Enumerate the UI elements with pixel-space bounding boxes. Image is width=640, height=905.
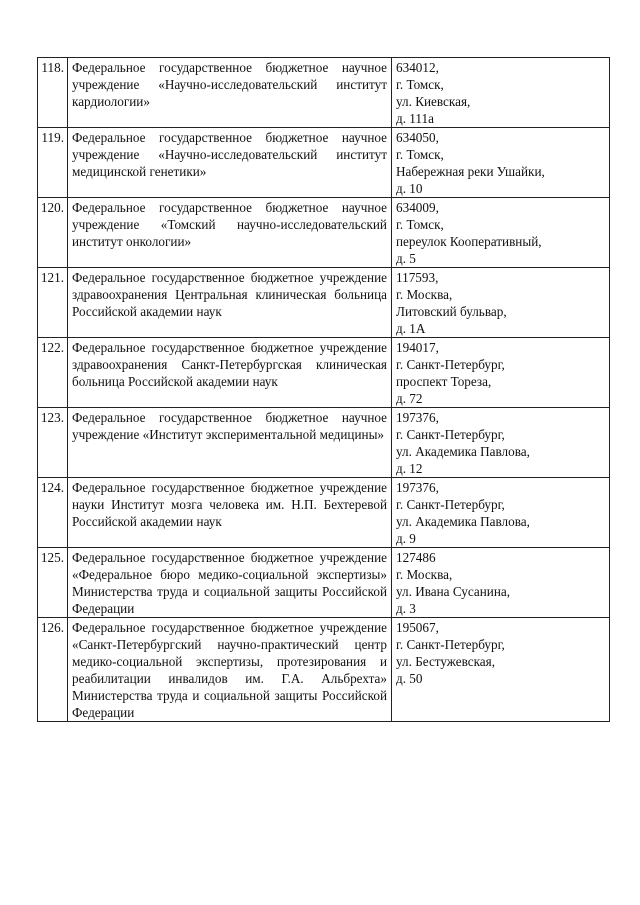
address-line: д. 50	[396, 671, 423, 686]
row-number: 122.	[38, 338, 68, 408]
address-line: г. Томск,	[396, 217, 444, 232]
table-row	[38, 478, 610, 548]
table-row	[38, 408, 610, 478]
address-line: переулок Кооперативный,	[396, 234, 542, 249]
address-line: г. Томск,	[396, 77, 444, 92]
institution-name: Федеральное государственное бюджетное учреждение здравоохранения Центральная клиническая больница Российской академии наук	[68, 268, 392, 338]
address-line: 634012,	[396, 60, 439, 75]
address-line: 634050,	[396, 130, 439, 145]
address-line: г. Санкт-Петербург,	[396, 637, 505, 652]
address-line: ул. Академика Павлова,	[396, 444, 530, 459]
address-line: проспект Тореза,	[396, 374, 492, 389]
address-line: д. 5	[396, 251, 416, 266]
address-line: г. Санкт-Петербург,	[396, 357, 505, 372]
table-row	[38, 198, 610, 268]
table-row	[38, 268, 610, 338]
row-number: 119.	[38, 128, 68, 198]
address-line: 194017,	[396, 340, 439, 355]
row-number: 126.	[38, 618, 68, 722]
institution-address	[392, 128, 610, 198]
institutions-table-body	[38, 58, 610, 722]
institution-address	[392, 618, 610, 722]
address-line: ул. Бестужевская,	[396, 654, 496, 669]
address-line: ул. Ивана Сусанина,	[396, 584, 511, 599]
institution-address	[392, 338, 610, 408]
address-line: д. 10	[396, 181, 423, 196]
table-row	[38, 128, 610, 198]
institution-address	[392, 548, 610, 618]
address-line: г. Томск,	[396, 147, 444, 162]
institutions-table	[37, 57, 610, 722]
address-line: г. Москва,	[396, 287, 453, 302]
institution-name: Федеральное государственное бюджетное научное учреждение «Научно-исследовательский институт кардиологии»	[68, 58, 392, 128]
institution-name: Федеральное государственное бюджетное учреждение науки Институт мозга человека им. Н.П. Бехтеревой Российской академии наук	[68, 478, 392, 548]
address-line: Набережная реки Ушайки,	[396, 164, 545, 179]
address-line: г. Москва,	[396, 567, 453, 582]
table-row	[38, 548, 610, 618]
table-row	[38, 618, 610, 722]
address-line: 197376,	[396, 480, 439, 495]
address-line: д. 1А	[396, 321, 426, 336]
address-line: г. Санкт-Петербург,	[396, 427, 505, 442]
row-number: 120.	[38, 198, 68, 268]
address-line: Литовский бульвар,	[396, 304, 507, 319]
address-line: д. 72	[396, 391, 423, 406]
row-number: 121.	[38, 268, 68, 338]
institution-name: Федеральное государственное бюджетное научное учреждение «Научно-исследовательский институт медицинской генетики»	[68, 128, 392, 198]
institution-address	[392, 58, 610, 128]
row-number: 118.	[38, 58, 68, 128]
address-line: д. 12	[396, 461, 423, 476]
row-number: 123.	[38, 408, 68, 478]
address-line: 117593,	[396, 270, 439, 285]
table-row	[38, 338, 610, 408]
institution-address	[392, 198, 610, 268]
address-line: д. 9	[396, 531, 416, 546]
address-line: д. 3	[396, 601, 416, 616]
address-line: ул. Киевская,	[396, 94, 471, 109]
institution-address	[392, 408, 610, 478]
institution-name: Федеральное государственное бюджетное учреждение «Федеральное бюро медико-социальной экспертизы» Министерства труда и социальной защиты Российской Федерации	[68, 548, 392, 618]
row-number: 125.	[38, 548, 68, 618]
row-number: 124.	[38, 478, 68, 548]
address-line: 634009,	[396, 200, 439, 215]
institution-address	[392, 268, 610, 338]
address-line: д. 111а	[396, 111, 434, 126]
address-line: 197376,	[396, 410, 439, 425]
address-line: ул. Академика Павлова,	[396, 514, 530, 529]
institution-name: Федеральное государственное бюджетное научное учреждение «Институт экспериментальной медицины»	[68, 408, 392, 478]
institution-name: Федеральное государственное бюджетное учреждение «Санкт-Петербургский научно-практический центр медико-социальной экспертизы, протезирования и реабилитации инвалидов им. Г.А. Альбрехта» Министерства труда и социальной защиты Российской Федерации	[68, 618, 392, 722]
table-row	[38, 58, 610, 128]
institution-name: Федеральное государственное бюджетное научное учреждение «Томский научно-исследовательский институт онкологии»	[68, 198, 392, 268]
address-line: г. Санкт-Петербург,	[396, 497, 505, 512]
address-line: 127486	[396, 550, 436, 565]
institution-address	[392, 478, 610, 548]
address-line: 195067,	[396, 620, 439, 635]
institution-name: Федеральное государственное бюджетное учреждение здравоохранения Санкт-Петербургская клиническая больница Российской академии наук	[68, 338, 392, 408]
